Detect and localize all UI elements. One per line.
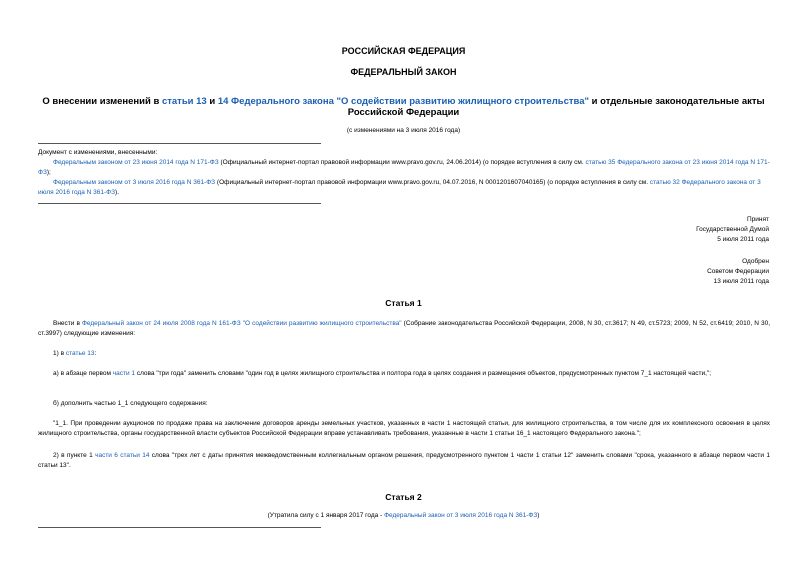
document-title: [36, 96, 771, 118]
title-link-article-14[interactable]: 14 Федерального закона "О содействии развитию жилищного строительства": [217, 96, 590, 107]
changes-item-1-end: );: [46, 169, 51, 176]
article-1-intro-post: (Собрание законодательства Российской Федерации, 2008, N 30, ст.3617; N 49, ст.5723; 2009, N 52, ст.6419; 2010, N 30, ст.3997) следующие изменения:: [38, 320, 770, 337]
article-1-subitem-b: [38, 399, 770, 409]
article-2-text-post: ): [537, 512, 540, 519]
item-1-pre: 1) в: [53, 350, 66, 357]
article-1-item-2: [38, 451, 770, 471]
article-2-text-pre: (Утратила силу с 1 января 2017 года -: [267, 512, 385, 519]
article-1-quote: [38, 419, 770, 439]
quote-text: "1_1. При проведении аукционов по продаже права на заключение договоров аренды земельных участков, указанных в части 1 настоящей статьи, для жилищного строительства, в том числе для их комплексного освоения в целях жилищного строительства, органы государственной власти субъектов Российской Федерации вправе устанавливать требования, указанные в части 1 статьи 16_1 настоящего Федерального закона.";: [38, 420, 770, 437]
changes-item-2: [38, 178, 770, 198]
item-1-post: :: [94, 350, 97, 357]
subitem-a-link[interactable]: части 1: [112, 370, 136, 377]
article-1-item-1: [38, 349, 770, 359]
article-2-link[interactable]: Федеральный закон от 3 июля 2016 года N 361-ФЗ: [384, 512, 538, 519]
item-2-link[interactable]: части 6 статьи 14: [95, 452, 150, 459]
changes-item-1-text: (Официальный интернет-портал правовой информации www.pravo.gov.ru, 24.06.2014) (о порядке вступления в силу см.: [218, 159, 586, 166]
approved-block: [569, 257, 769, 287]
divider-top: [38, 143, 321, 144]
changes-item-1-link-article[interactable]: статью 35 Федерального закона от 23 июня 2014 года N 171-ФЗ: [38, 159, 770, 176]
subitem-b-text: б) дополнить частью 1_1 следующего содержания:: [53, 400, 208, 407]
title-text-pre: О внесении изменений в: [42, 96, 162, 107]
subitem-a-post: слова "три года" заменить словами "один год в целях жилищного строительства и полтора года в целях создания и размещения объектов, предусмотренных пунктом 7_1 настоящей части,";: [135, 370, 712, 377]
article-1-intro-link[interactable]: Федеральный закон от 24 июля 2008 года N 161-ФЗ "О содействии развитию жилищного строительства": [81, 320, 402, 327]
document-type: ФЕДЕРАЛЬНЫЙ ЗАКОН: [350, 67, 457, 77]
accepted-line-1: Принят: [746, 216, 769, 223]
changes-item-1: [38, 158, 770, 178]
article-1-subitem-a: [38, 369, 770, 379]
title-text-mid: и: [206, 96, 218, 107]
subitem-a-pre: а) в абзаце первом: [53, 370, 113, 377]
item-2-pre: 2) в пункте 1: [53, 452, 96, 459]
accepted-block: [569, 215, 769, 245]
changes-block: [38, 148, 770, 198]
approved-line-1: Одобрен: [742, 258, 769, 265]
title-link-article-13[interactable]: статьи 13: [161, 96, 207, 107]
changes-item-1-link[interactable]: Федеральным законом от 23 июня 2014 года N 171-ФЗ: [53, 159, 219, 166]
article-1-intro: [38, 319, 770, 339]
article-1-intro-pre: Внести в: [53, 320, 82, 327]
article-2-text: [0, 512, 807, 519]
item-1-link[interactable]: статье 13: [65, 350, 95, 357]
edition-note: (с изменениями на 3 июля 2016 года): [346, 127, 461, 134]
accepted-line-3: 5 июля 2011 года: [717, 236, 769, 243]
item-2-post: слова "трех лет с даты принятия межведомственным коллегиальным органом решения, предусмотренного пунктом 1 части 1 статьи 12" заменить словами "срока, указанного в абзаце первом части 1 статьи 13".: [38, 452, 770, 469]
changes-item-2-text: (Официальный интернет-портал правовой информации www.pravo.gov.ru, 04.07.2016, N 0001201607040165) (о порядке вступления в силу см.: [215, 179, 650, 186]
changes-item-2-end: ).: [115, 189, 120, 196]
document-country: РОССИЙСКАЯ ФЕДЕРАЦИЯ: [341, 46, 466, 56]
approved-line-3: 13 июля 2011 года: [713, 278, 769, 285]
article-1-title: Статья 1: [385, 298, 422, 308]
accepted-line-2: Государственной Думой: [696, 226, 769, 233]
changes-intro: Документ с изменениями, внесенными:: [38, 149, 158, 156]
divider-footer: [38, 527, 321, 528]
divider-bottom: [38, 203, 321, 204]
title-text-post: и отдельные законодательные акты Российской Федерации: [347, 96, 765, 118]
changes-item-2-link-article[interactable]: статью 32 Федерального закона от 3 июля 2016 года N 361-ФЗ: [38, 179, 761, 196]
approved-line-2: Советом Федерации: [707, 268, 769, 275]
article-2-title: Статья 2: [385, 492, 422, 502]
changes-item-2-link[interactable]: Федеральным законом от 3 июля 2016 года N 361-ФЗ: [53, 179, 216, 186]
